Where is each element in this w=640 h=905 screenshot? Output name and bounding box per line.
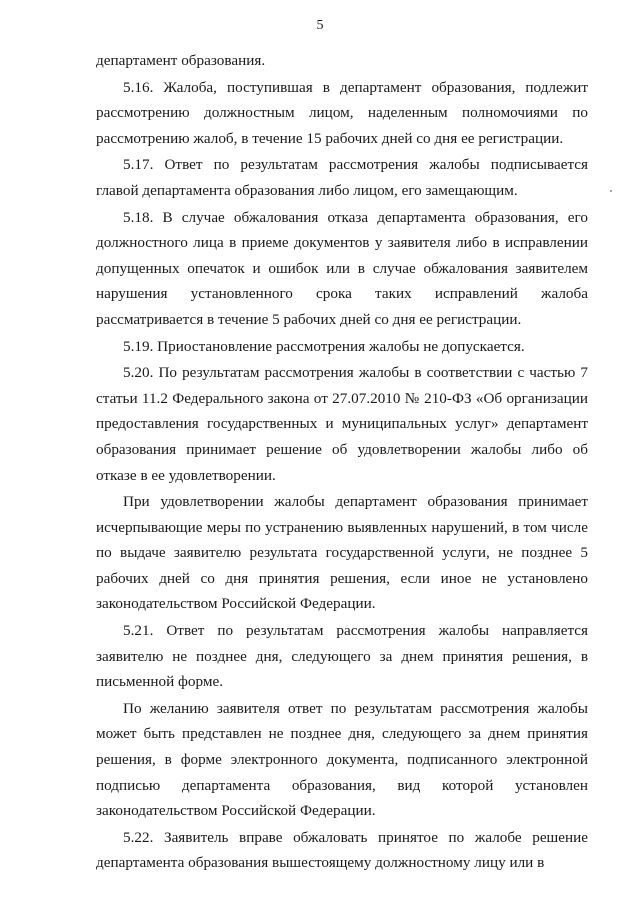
paragraph-5-18: 5.18. В случае обжалования отказа департамента образования, его должностного лица в приеме документов у заявителя либо в исправлении допущенных опечаток и ошибок или в случае обжалования заявителем нарушения установленного срока таких исправлений жалоба рассматривается в течение 5 рабочих дней со дня ее регистрации. xyxy=(96,208,588,328)
page-number: 5 xyxy=(316,18,324,33)
paragraph-5-19: 5.19. Приостановление рассмотрения жалобы не допускается. xyxy=(123,337,525,355)
paragraph-5-22: 5.22. Заявитель вправе обжаловать принятое по жалобе решение департамента образования вышестоящему должностному лицу или в xyxy=(96,828,588,872)
paragraph-continuation: департамент образования. xyxy=(96,52,266,69)
paragraph-5-21: 5.21. Ответ по результатам рассмотрения жалобы направляется заявителю не позднее дня, следующего за днем принятия решения, в письменной форме. xyxy=(96,622,588,691)
scan-speck xyxy=(610,190,612,192)
paragraph-5-17: 5.17. Ответ по результатам рассмотрения жалобы подписывается главой департамента образования либо лицом, его замещающим. xyxy=(96,156,588,199)
document-body xyxy=(96,48,588,877)
paragraph-5-20: 5.20. По результатам рассмотрения жалобы в соответствии с частью 7 статьи 11.2 Федерального закона от 27.07.2010 № 210-ФЗ «Об организации предоставления государственных и муниципальных услуг» департамент образования принимает решение об удовлетворении жалобы либо об отказе в ее удовлетворении. xyxy=(96,364,588,484)
paragraph-electronic-answer: По желанию заявителя ответ по результатам рассмотрения жалобы может быть представлен не позднее дня, следующего за днем принятия решения, в форме электронного документа, подписанного электронной подписью департамента образования, вид которой установлен законодательством Российской Федерации. xyxy=(96,699,588,820)
paragraph-5-16: 5.16. Жалоба, поступившая в департамент образования, подлежит рассмотрению должностным лицом, наделенным полномочиями по рассмотрению жалоб, в течение 15 рабочих дней со дня ее регистрации. xyxy=(96,78,588,147)
paragraph-satisfaction-measures: При удовлетворении жалобы департамент образования принимает исчерпывающие меры по устранению выявленных нарушений, в том числе по выдаче заявителю результата государственной услуги, не позднее 5 рабочих дней со дня принятия решения, если иное не установлено законодательством Российской Федерации. xyxy=(96,493,588,613)
